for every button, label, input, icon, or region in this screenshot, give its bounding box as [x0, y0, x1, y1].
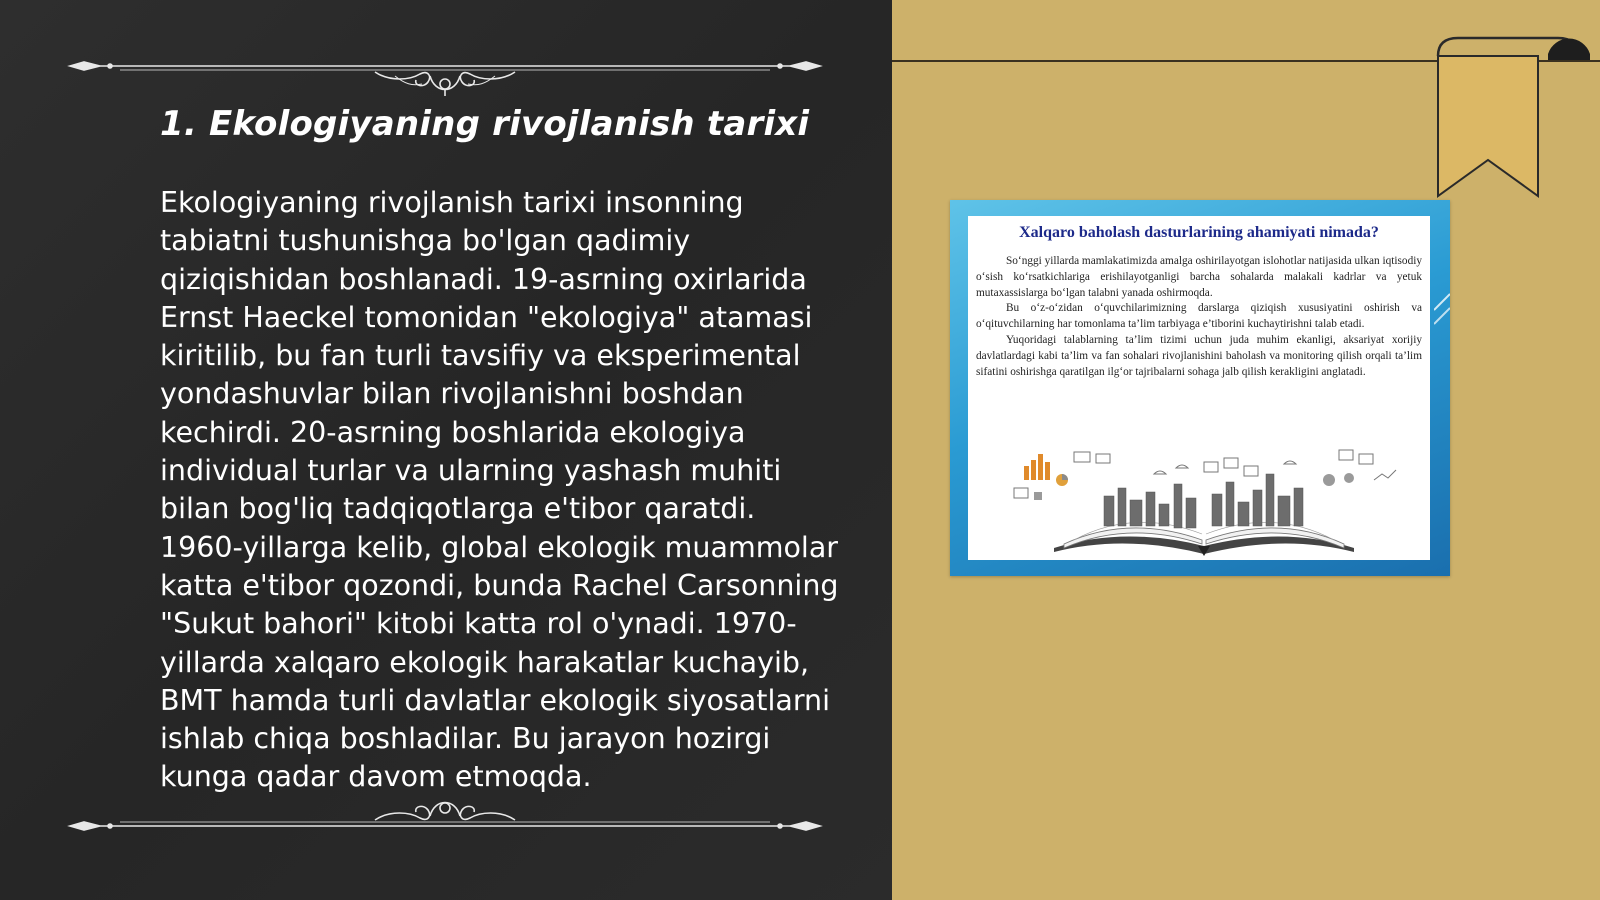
slide-title: 1. Ekologiyaning rivojlanish tarixi: [160, 104, 810, 144]
ribbon-bookmark-icon: [1428, 36, 1598, 206]
open-book-city-illustration: [1004, 444, 1404, 556]
figure-paragraph: So‘nggi yillarda mamlakatimizda amalga oshirilayotgan islohotlar natijasida ulkan iqtisodiy o‘sish ko‘rsatkichlariga erishilayotganligi barcha sohalarda malakali kadrlar va yetuk mutaxassislarga bo‘lgan talabni yanada oshirmoqda.: [976, 255, 1423, 299]
embedded-figure: [950, 200, 1450, 576]
figure-page: [968, 216, 1430, 560]
figure-text: [976, 254, 1422, 380]
slide-body-text: Ekologiyaning rivojlanish tarixi insonning tabiatni tushunishga bo'lgan qadimiy qiziqishidan boshlanadi. 19-asrning oxirlarida Ernst Haeckel tomonidan "ekologiya" atamasi kiritilib, bu fan turli tavsifiy va eksperimental yondashuvlar bilan rivojlanishni boshdan kechirdi. 20-asrning boshlarida ekologiya individual turlar va ularning yashash muhiti bilan bog'liq tadqiqotlarga e'tibor qaratdi. 1960-yillarga kelib, global ekologik muammolar katta e'tibor qozondi, bunda Rachel Carsonning "Sukut bahori" kitobi katta rol o'ynadi. 1970-yillarda xalqaro ekologik harakatlar kuchayib, BMT hamda turli davlatlar ekologik siyosatlarni ishlab chiqa boshladilar. Bu jarayon hozirgi kunga qadar davom etmoqda.: [160, 186, 839, 794]
filigree-divider-icon: [60, 36, 830, 96]
figure-paragraph: Bu o‘z-o‘zidan o‘quvchilarimizning darslarga qiziqish xususiyatini oshirish va o‘qituvchilarning har tomonlama ta’lim tarbiyaga e’tiborini kuchaytirishni talab etadi.: [976, 302, 1422, 331]
figure-title: Xalqaro baholash dasturlarining ahamiyati nimada?: [1019, 224, 1379, 241]
decorative-stripes-icon: [1434, 270, 1450, 340]
figure-paragraph: Yuqoridagi talablarning ta’lim tizimi uchun juda muhim ekanligi, aksariyat xorijiy davlatlardagi kabi ta’lim va fan sohalari rivojlanishini baholash va monitoring qilish orqali ta’lim sifatini oshirishga qaratilgan ilg‘or tajribalarni sohaga jalb qilish kerakligini anglatadi.: [976, 333, 1422, 378]
